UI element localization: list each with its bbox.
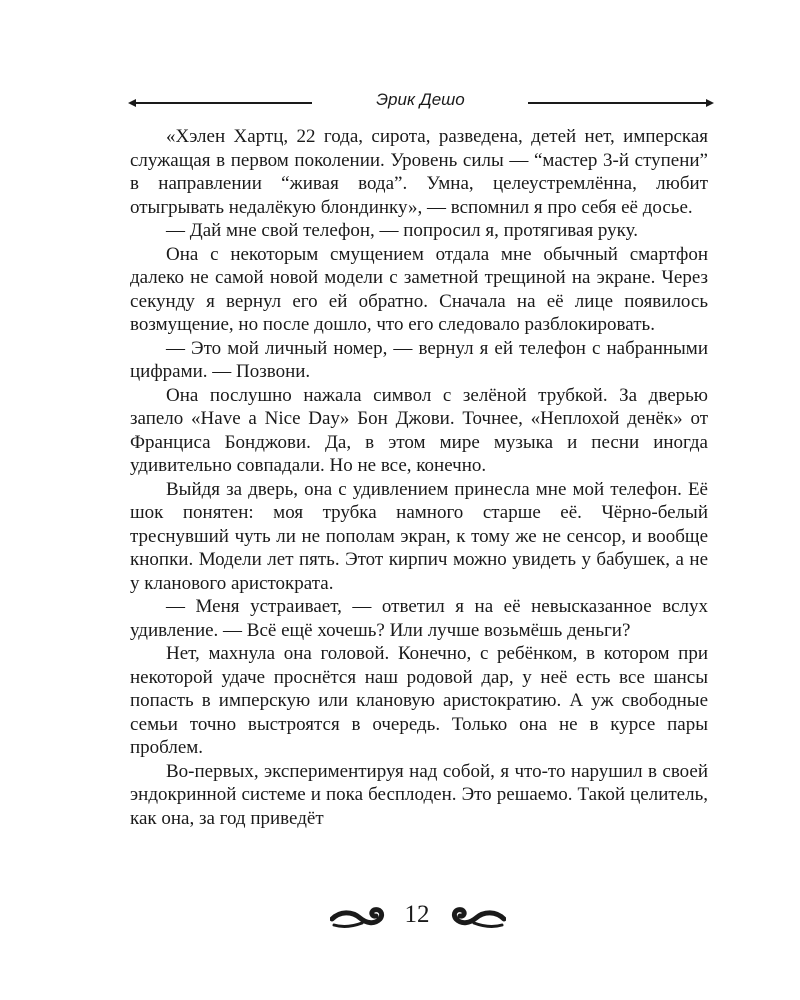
paragraph: «Хэлен Хартц, 22 года, сирота, разведена, детей нет, имперская служащая в первом поколении. Уровень силы — “мастер 3-й ступени” в направлении “живая вода”. Умна, целеустремлённа, любит отыгрывать недалёкую блондинку», — вспомнил я про себя её досье. [130,126,708,218]
paragraph: Она с некоторым смущением отдала мне обычный смартфон далеко не самой новой модели с заметной трещиной на экране. Через секунду я вернул его ей обратно. Сначала на её лице появилось возмущение, но после дошло, что его следовало разблокировать. [130,243,708,335]
running-header [128,88,714,118]
page-number: 12 [404,901,430,928]
ornament-right-icon [448,901,506,935]
paragraph: Выйдя за дверь, она с удивлением принесла мне мой телефон. Её шок понятен: моя трубка намного старше её. Чёрно-белый треснувший чуть ли не пополам экран, к тому же не сенсор, и вообще кнопки. Модели лет пять. Этот кирпич можно увидеть у бабушек, а не у кланового аристократа. [130,478,708,594]
paragraph: — Дай мне свой телефон, — попросил я, протягивая руку. [166,220,638,241]
page-footer [330,895,505,945]
running-header-author: Эрик Дешо [376,90,465,109]
paragraph: Во-первых, экспериментируя над собой, я что-то нарушил в своей эндокринной системе и пока бесплоден. Это решаемо. Такой целитель, как она, за год приведёт [130,760,708,829]
ornament-left-icon [330,901,388,935]
paragraph: Она послушно нажала символ с зелёной трубкой. За дверью запело «Have a Nice Day» Бон Джови. Точнее, «Неплохой денёк» от Франциса Бонджови. Да, в этом мире музыка и песни иногда удивительно совпадали. Но не все, конечно. [130,384,708,476]
header-rule-right-arrow [706,99,714,107]
body-text [130,125,708,830]
paragraph: Нет, махнула она головой. Конечно, с ребёнком, в котором при некоторой удаче проснётся наш родовой дар, у неё есть все шансы попасть в имперскую или клановую аристократию. А уж свободные семьи точно выстроятся в очередь. Только она не в курсе пары проблем. [130,643,708,758]
header-rule-right [528,102,708,104]
paragraph: — Это мой личный номер, — вернул я ей телефон с набранными цифрами. — Позвони. [130,337,708,382]
paragraph: — Меня устраивает, — ответил я на её невысказанное вслух удивление. — Всё ещё хочешь? Или лучше возьмёшь деньги? [130,596,708,641]
header-rule-left [134,102,312,104]
